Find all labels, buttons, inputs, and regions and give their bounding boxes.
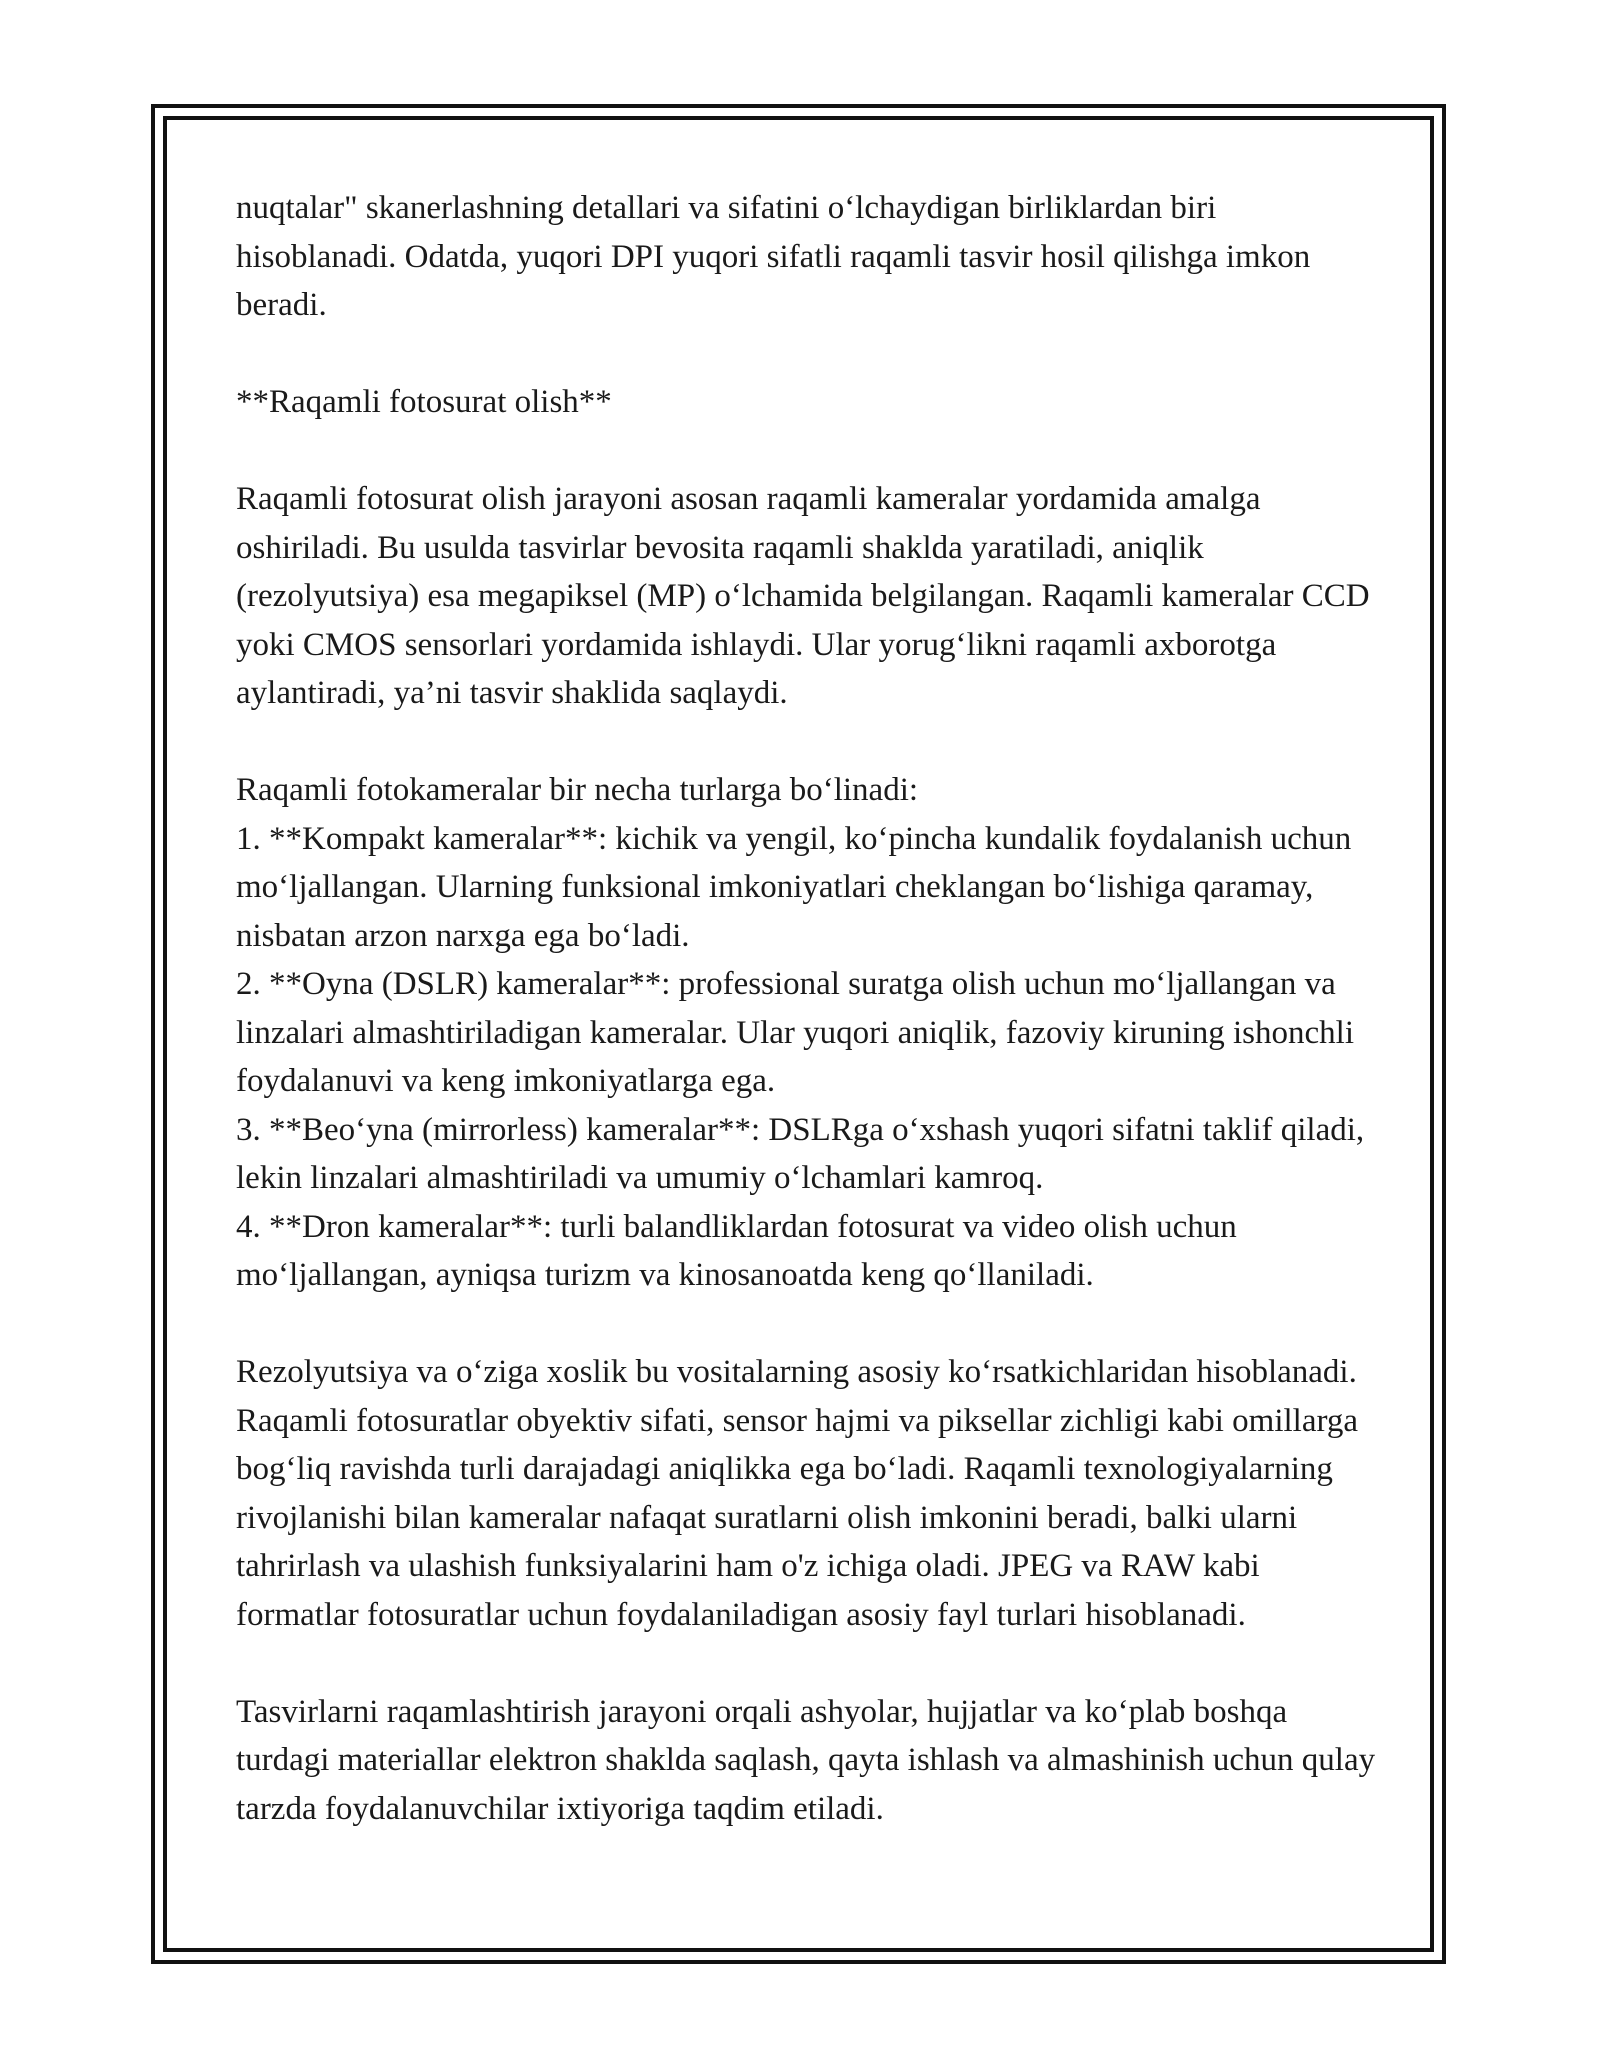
paragraph-digital-photography: Raqamli fotosurat olish jarayoni asosan raqamli kameralar yordamida amalga oshiriladi. Bu usulda tasvirlar bevosita raqamli shaklda yaratiladi, aniqlik (rezolyutsiya) esa megapiksel (MP) o‘lchamida belgilangan. Raqamli kameralar CCD yoki CMOS sensorlari yordamida ishlaydi. Ular yorug‘likni raqamli axborotga aylantiradi, ya’ni tasvir shaklida saqlaydi. bbox=[236, 481, 1370, 711]
list-item-compact: 1. **Kompakt kameralar**: kichik va yengil, ko‘pincha kundalik foydalanish uchun mo‘ljallangan. Ularning funksional imkoniyatlari cheklangan bo‘lishiga qaramay, nisbatan arzon narxga ega bo‘ladi. bbox=[236, 820, 1352, 954]
list-item-drone: 4. **Dron kameralar**: turli balandliklardan fotosurat va video olish uchun mo‘ljallangan, ayniqsa turizm va kinosanoatda keng qo‘llaniladi. bbox=[236, 1208, 1237, 1293]
paragraph-digitization: Tasvirlarni raqamlashtirish jarayoni orqali ashyolar, hujjatlar va ko‘plab boshqa turdagi materiallar elektron shaklda saqlash, qayta ishlash va almashinish uchun qulay tarzda foydalanuvchilar ixtiyoriga taqdim etiladi. bbox=[236, 1693, 1376, 1827]
list-item-dslr: 2. **Oyna (DSLR) kameralar**: professional suratga olish uchun mo‘ljallangan va linzalari almashtiriladigan kameralar. Ular yuqori aniqlik, fazoviy kiruning ishonchli foydalanuvi va keng imkoniyatlarga ega. bbox=[236, 966, 1355, 1099]
section-heading: **Raqamli fotosurat olish** bbox=[236, 384, 612, 420]
paragraph-resolution: Rezolyutsiya va o‘ziga xoslik bu vositalarning asosiy ko‘rsatkichlaridan hisoblanadi. Raqamli fotosuratlar obyektiv sifati, sensor hajmi va piksellar zichligi kabi omillarga bog‘liq ravishda turli darajadagi aniqlikka ega bo‘ladi. Raqamli texnologiyalarning rivojlanishi bilan kameralar nafaqat suratlarni olish imkonini beradi, balki ularni tahrirlash va ulashish funksiyalarini ham o'z ichiga oladi. JPEG va RAW kabi formatlar fotosuratlar uchun foydalaniladigan asosiy fayl turlari hisoblanadi. bbox=[236, 1354, 1359, 1633]
list-item-mirrorless: 3. **Beo‘yna (mirrorless) kameralar**: DSLRga o‘xshash yuqori sifatni taklif qiladi, lekin linzalari almashtiriladi va umumiy o‘lchamlari kamroq. bbox=[236, 1111, 1365, 1196]
document-body bbox=[236, 184, 1376, 1882]
camera-types-list bbox=[236, 815, 1376, 1300]
intro-paragraph: nuqtalar" skanerlashning detallari va sifatini o‘lchaydigan birliklardan biri hisoblanadi. Odatda, yuqori DPI yuqori sifatli raqamli tasvir hosil qilishga imkon beradi. bbox=[236, 190, 1311, 323]
list-intro: Raqamli fotokameralar bir necha turlarga bo‘linadi: bbox=[236, 772, 919, 808]
